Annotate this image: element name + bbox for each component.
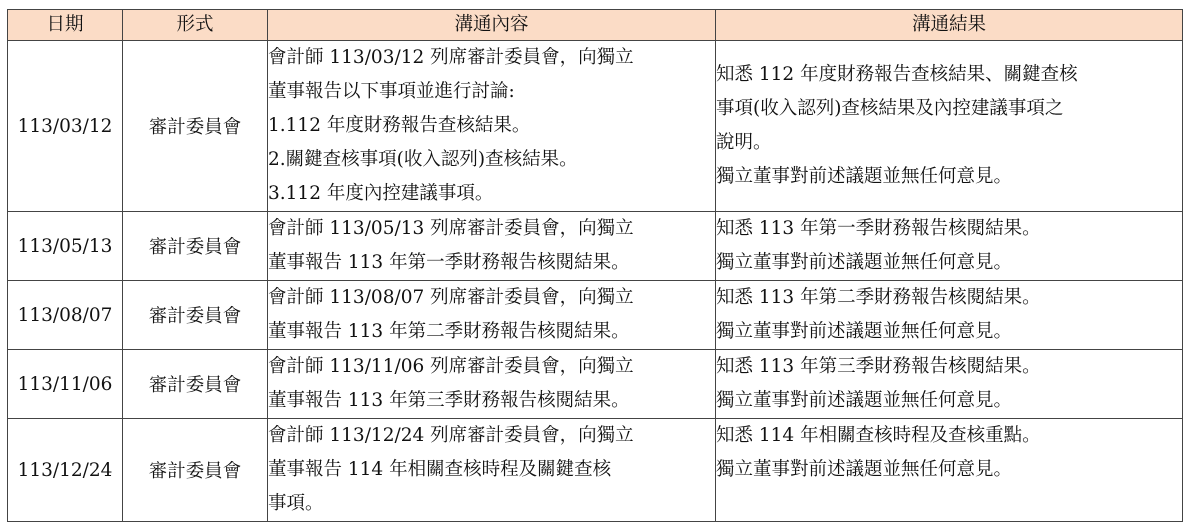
content-line: 會計師 113/05/13 列席審計委員會，向獨立 xyxy=(268,218,634,239)
content-line: 董事報告 113 年第三季財務報告核閱結果。 xyxy=(268,390,630,411)
result-line: 獨立董事對前述議題並無任何意見。 xyxy=(716,166,1013,187)
result-line: 獨立董事對前述議題並無任何意見。 xyxy=(716,459,1013,480)
row-date: 113/12/24 xyxy=(8,419,123,522)
content-line: 1.112 年度財務報告查核結果。 xyxy=(268,115,531,136)
row-result xyxy=(716,350,1183,419)
row-date: 113/03/12 xyxy=(8,41,123,212)
content-line: 董事報告以下事項並進行討論: xyxy=(268,81,515,102)
header-content: 溝通內容 xyxy=(268,10,716,41)
result-line: 獨立董事對前述議題並無任何意見。 xyxy=(716,390,1013,411)
table-row xyxy=(8,212,1183,281)
content-line: 會計師 113/08/07 列席審計委員會，向獨立 xyxy=(268,287,634,308)
content-line: 董事報告 113 年第一季財務報告核閱結果。 xyxy=(268,252,630,273)
content-line: 會計師 113/11/06 列席審計委員會，向獨立 xyxy=(268,356,634,377)
table-row xyxy=(8,281,1183,350)
result-line: 說明。 xyxy=(716,132,772,153)
row-form: 審計委員會 xyxy=(123,419,268,522)
row-date: 113/05/13 xyxy=(8,212,123,281)
header-row xyxy=(8,10,1183,41)
row-form: 審計委員會 xyxy=(123,212,268,281)
result-line: 獨立董事對前述議題並無任何意見。 xyxy=(716,321,1013,342)
content-line: 3.112 年度內控建議事項。 xyxy=(268,183,494,204)
content-line: 會計師 113/12/24 列席審計委員會，向獨立 xyxy=(268,425,634,446)
row-content xyxy=(268,212,716,281)
result-line: 知悉 114 年相關查核時程及查核重點。 xyxy=(716,425,1041,446)
row-result xyxy=(716,212,1183,281)
row-form: 審計委員會 xyxy=(123,41,268,212)
result-line: 事項(收入認列)查核結果及內控建議事項之 xyxy=(716,98,1064,119)
content-line: 會計師 113/03/12 列席審計委員會，向獨立 xyxy=(268,47,634,68)
result-line: 知悉 113 年第二季財務報告核閱結果。 xyxy=(716,287,1041,308)
row-content xyxy=(268,41,716,212)
content-line: 董事報告 113 年第二季財務報告核閱結果。 xyxy=(268,321,630,342)
row-form: 審計委員會 xyxy=(123,350,268,419)
row-result xyxy=(716,419,1183,522)
header-date: 日期 xyxy=(8,10,123,41)
row-result xyxy=(716,41,1183,212)
table-body xyxy=(8,41,1183,522)
row-result xyxy=(716,281,1183,350)
result-line: 獨立董事對前述議題並無任何意見。 xyxy=(716,252,1013,273)
row-content xyxy=(268,419,716,522)
row-date: 113/11/06 xyxy=(8,350,123,419)
content-line: 2.關鍵查核事項(收入認列)查核結果。 xyxy=(268,149,578,170)
communication-table xyxy=(7,9,1183,522)
header-form: 形式 xyxy=(123,10,268,41)
table-row xyxy=(8,41,1183,212)
result-line: 知悉 113 年第一季財務報告核閱結果。 xyxy=(716,218,1041,239)
header-result: 溝通結果 xyxy=(716,10,1183,41)
content-line: 董事報告 114 年相關查核時程及關鍵查核 xyxy=(268,459,612,480)
row-content xyxy=(268,350,716,419)
result-line: 知悉 112 年度財務報告查核結果、關鍵查核 xyxy=(716,64,1078,85)
table-row xyxy=(8,350,1183,419)
result-line: 知悉 113 年第三季財務報告核閱結果。 xyxy=(716,356,1041,377)
row-form: 審計委員會 xyxy=(123,281,268,350)
table-row xyxy=(8,419,1183,522)
result-line xyxy=(716,487,1182,521)
row-date: 113/08/07 xyxy=(8,281,123,350)
content-line: 事項。 xyxy=(268,493,324,514)
row-content xyxy=(268,281,716,350)
